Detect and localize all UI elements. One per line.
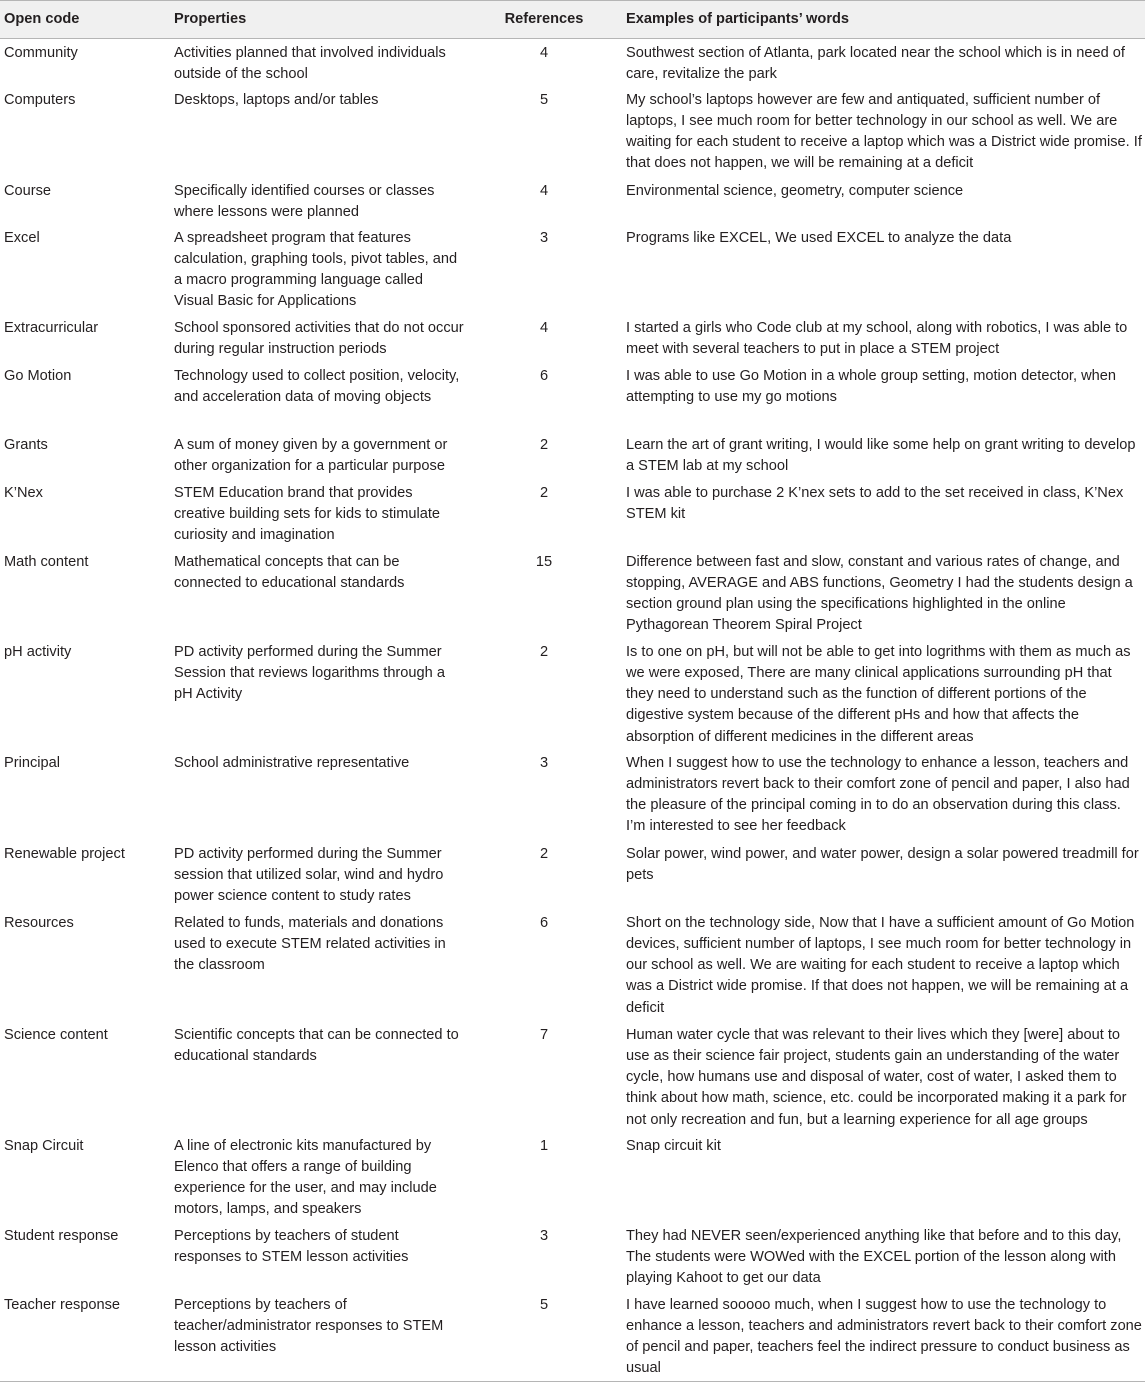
- cell-references: 5: [488, 1291, 600, 1382]
- table-row: [0, 749, 1145, 840]
- cell-open-code: Resources: [4, 914, 74, 931]
- cell-open-code: Renewable project: [4, 845, 125, 862]
- cell-references: 5: [539, 91, 549, 108]
- cell-open-code: Grants: [4, 436, 48, 453]
- cell-examples: Southwest section of Atlanta, park located near the school which is in need of care, revitalize the park: [626, 45, 1125, 83]
- cell-open-code: Snap Circuit: [4, 1137, 84, 1154]
- cell-properties: Related to funds, materials and donations used to execute STEM related activities in the classroom: [174, 914, 446, 974]
- table-row: [0, 431, 1145, 479]
- cell-examples: When I suggest how to use the technology to enhance a lesson, teachers and administrators revert back to their comfort zone of pencil and paper, I also had the pleasure of the principal coming in to do an observation during this class. I’m interested to see her feedback: [626, 754, 1130, 835]
- cell-references: 7: [539, 1026, 549, 1043]
- cell-properties: Scientific concepts that can be connected to educational standards: [174, 1026, 459, 1064]
- cell-properties: PD activity performed during the Summer session that utilized solar, wind and hydro power science content to study rates: [174, 845, 444, 905]
- cell-open-code: Course: [4, 182, 52, 199]
- cell-references: 4: [539, 319, 549, 336]
- cell-references: 2: [539, 845, 549, 862]
- cell-examples: Programs like EXCEL, We used EXCEL to analyze the data: [626, 229, 1012, 246]
- cell-references: 4: [539, 182, 549, 199]
- cell-open-code: Principal: [4, 754, 60, 771]
- table-row: [0, 1021, 1145, 1132]
- cell-properties: Activities planned that involved individuals outside of the school: [174, 45, 446, 83]
- header-row: [0, 1, 1145, 39]
- cell-examples: Human water cycle that was relevant to their lives which they [were] about to use as their science fair project, students gain an understanding of the water cycle, how humans use and disposal of water, cost of water, I asked them to think about how math, science, etc. could be incorporated making it a park for not only recreation and fun, but a learning experience for all age groups: [626, 1026, 1127, 1128]
- header-references: References: [488, 1, 600, 39]
- cell-open-code: Science content: [4, 1026, 108, 1043]
- table-row: [0, 1222, 1145, 1291]
- table-row: [0, 177, 1145, 224]
- cell-properties: School sponsored activities that do not occur during regular instruction periods: [174, 319, 464, 357]
- table-row: [0, 39, 1145, 86]
- table-row: [0, 548, 1145, 638]
- cell-properties: Perceptions by teachers of teacher/administrator responses to STEM lesson activities: [170, 1291, 488, 1382]
- cell-references: 15: [535, 553, 553, 570]
- cell-open-code: Community: [4, 45, 78, 61]
- header-examples: Examples of participants’ words: [600, 1, 1145, 39]
- cell-examples: Learn the art of grant writing, I would like some help on grant writing to develop a STEM lab at my school: [626, 436, 1136, 474]
- cell-properties: STEM Education brand that provides creative building sets for kids to stimulate curiosity and imagination: [174, 484, 441, 544]
- cell-open-code: Go Motion: [4, 367, 72, 384]
- cell-examples: Snap circuit kit: [626, 1137, 721, 1154]
- cell-examples: Short on the technology side, Now that I have a sufficient amount of Go Motion devices, sufficient number of laptops, I see much room for better technology in our school as well. We are waiting for each student to receive a laptop which was a District wide promise. If that does not happen, we will be remaining at a deficit: [626, 914, 1135, 1016]
- table-body: [0, 39, 1145, 1382]
- cell-open-code: Math content: [4, 553, 89, 570]
- cell-open-code: Teacher response: [0, 1291, 170, 1382]
- cell-properties: Desktops, laptops and/or tables: [174, 91, 379, 108]
- cell-references: 6: [539, 914, 549, 931]
- cell-examples: I started a girls who Code club at my school, along with robotics, I was able to meet with several teachers to put in place a STEM project: [626, 319, 1128, 357]
- table-row: [0, 479, 1145, 548]
- cell-references: 3: [539, 229, 549, 246]
- cell-properties: Technology used to collect position, velocity, and acceleration data of moving objects: [174, 367, 460, 405]
- cell-examples: Is to one on pH, but will not be able to get into logrithms with them as much as we were exposed, There are many clinical applications surrounding pH that they need to understand such as the function of different portions of the digestive system because of the different pHs and how that affects the absorption of different medicines in the different areas: [626, 643, 1131, 745]
- table-row: [0, 1132, 1145, 1222]
- cell-properties: A sum of money given by a government or other organization for a particular purpose: [174, 436, 448, 474]
- cell-references: 2: [539, 436, 549, 453]
- cell-examples: Difference between fast and slow, constant and various rates of change, and stopping, AVERAGE and ABS functions, Geometry I had the students design a section ground plan using the specifications highlighted in the online Pythagorean Theorem Spiral Project: [626, 553, 1133, 634]
- table-row: [0, 314, 1145, 362]
- table-row: [0, 909, 1145, 1021]
- table-row: [0, 362, 1145, 431]
- cell-open-code: K’Nex: [4, 484, 43, 501]
- cell-properties: Perceptions by teachers of student responses to STEM lesson activities: [174, 1227, 409, 1265]
- cell-properties: Specifically identified courses or classes where lessons were planned: [174, 182, 435, 220]
- cell-open-code: Extracurricular: [4, 319, 99, 336]
- header-properties: Properties: [170, 1, 488, 39]
- cell-references: 2: [539, 484, 549, 501]
- cell-references: 4: [539, 45, 549, 61]
- cell-references: 2: [539, 643, 549, 660]
- cell-examples: I was able to purchase 2 K’nex sets to add to the set received in class, K’Nex STEM kit: [626, 484, 1124, 522]
- cell-properties: Mathematical concepts that can be connected to educational standards: [174, 553, 405, 591]
- cell-examples: I was able to use Go Motion in a whole group setting, motion detector, when attempting to use my go motions: [626, 367, 1116, 405]
- table-row: [0, 224, 1145, 314]
- cell-open-code: Excel: [4, 229, 40, 246]
- cell-references: 6: [539, 367, 549, 384]
- cell-open-code: pH activity: [4, 643, 72, 660]
- cell-examples: Environmental science, geometry, computer science: [626, 182, 964, 199]
- cell-references: 3: [539, 754, 549, 771]
- table-row: [0, 840, 1145, 909]
- cell-references: 3: [539, 1227, 549, 1244]
- cell-examples: I have learned sooooo much, when I suggest how to use the technology to enhance a lesson, teachers and administrators revert back to their comfort zone of pencil and paper, teachers feel the indirect pressure to conduct business as usual: [600, 1291, 1145, 1382]
- cell-open-code: Computers: [4, 91, 76, 108]
- table-row: [0, 1291, 1145, 1382]
- table-row: [0, 638, 1145, 749]
- cell-properties: School administrative representative: [174, 754, 410, 771]
- cell-properties: A line of electronic kits manufactured by Elenco that offers a range of building experience for the user, and may include motors, lamps, and speakers: [174, 1137, 437, 1218]
- cell-open-code: Student response: [4, 1227, 119, 1244]
- header-open-code: Open code: [0, 1, 170, 39]
- cell-examples: Solar power, wind power, and water power, design a solar powered treadmill for pets: [626, 845, 1139, 883]
- cell-examples: My school’s laptops however are few and antiquated, sufficient number of laptops, I see much room for better technology in our school as well. We are waiting for each student to receive a laptop which was a District wide promise. If that does not happen, we will be remaining at a deficit: [626, 91, 1142, 172]
- table-header: [0, 1, 1145, 39]
- cell-examples: They had NEVER seen/experienced anything like that before and to this day, The students were WOWed with the EXCEL portion of the lesson along with playing Kahoot to get our data: [626, 1227, 1122, 1287]
- cell-properties: PD activity performed during the Summer Session that reviews logarithms through a pH Activity: [174, 643, 445, 703]
- table-row: [0, 86, 1145, 177]
- cell-properties: A spreadsheet program that features calculation, graphing tools, pivot tables, and a macro programming language called Visual Basic for Applications: [174, 229, 458, 310]
- cell-references: 1: [539, 1137, 549, 1154]
